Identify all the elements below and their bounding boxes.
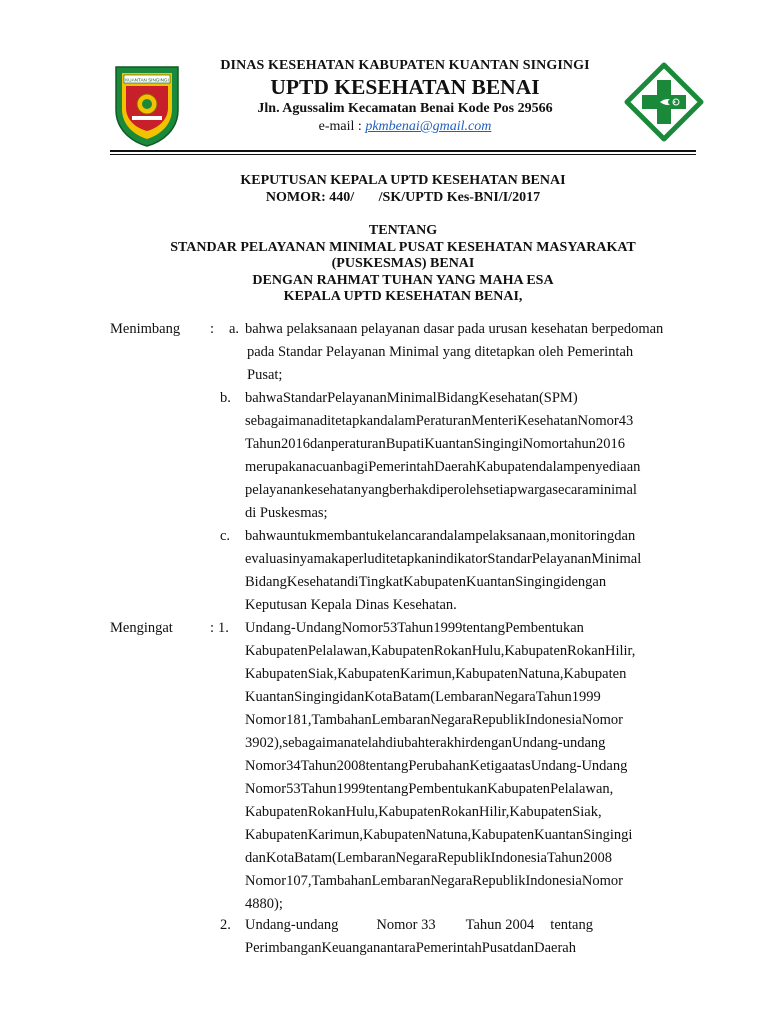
word: 2016	[595, 436, 625, 452]
decree-invocation: DENGAN RAHMAT TUHAN YANG MAHA ESA	[252, 272, 554, 288]
mengingat-colon: :	[210, 620, 215, 636]
word: Nomor	[577, 413, 619, 429]
word: di	[347, 574, 359, 590]
word: warga	[517, 482, 553, 498]
menimbang-c-line: Keputusan Kepala Dinas Kesehatan.	[245, 597, 457, 613]
decree-issuer: KEPALA UPTD KESEHATAN BENAI,	[283, 289, 523, 304]
mengingat-1-line: 4880);	[245, 896, 283, 912]
word: 2016	[281, 436, 311, 452]
menimbang-b-marker: b.	[220, 390, 231, 406]
word: Negara	[430, 712, 473, 728]
mengingat-1-marker: 1.	[218, 620, 229, 636]
mengingat-1-line	[245, 847, 695, 870]
mengingat-1-line	[245, 801, 695, 824]
word: Tahun	[397, 620, 434, 636]
word: Kabupaten	[504, 643, 568, 659]
word: Kabupaten	[245, 804, 308, 820]
word: tentangPembentukan	[462, 620, 584, 636]
mengingat-2-text	[245, 914, 695, 960]
word: Tahun	[300, 781, 337, 797]
word: Natuna,	[425, 827, 472, 843]
word: dengan	[470, 735, 512, 751]
word: Minimal	[386, 390, 437, 406]
word: penyediaan	[574, 459, 641, 475]
word: setiap	[483, 482, 518, 498]
word: dan	[513, 940, 535, 956]
word: secara	[552, 482, 589, 498]
word: Menteri	[471, 413, 518, 429]
word: Indonesia	[490, 850, 547, 866]
menimbang-label: Menimbang	[110, 321, 181, 337]
word: Bidang	[245, 574, 287, 590]
decree-about: TENTANG	[368, 223, 438, 238]
word: Rokan	[567, 643, 605, 659]
word: pelaksanaan,	[475, 528, 550, 544]
word: Kabupaten	[245, 643, 308, 659]
word: yang	[360, 482, 390, 498]
word: Keuangan	[321, 940, 381, 956]
word: minimal	[588, 482, 637, 498]
word: Pelayanan	[327, 390, 387, 406]
word: Rokan	[441, 804, 479, 820]
word: Kabupaten	[362, 827, 426, 843]
word: Nomor	[245, 758, 287, 774]
word: Lembaran	[371, 873, 431, 889]
word: Tahun	[547, 850, 584, 866]
word: kesehatan	[303, 482, 361, 498]
office-name: DINAS KESEHATAN KABUPATEN KUANTAN SINGINGI	[220, 58, 590, 73]
word: Natuna,	[518, 666, 564, 682]
word: Lembaran	[371, 712, 431, 728]
word: dalam	[380, 413, 416, 429]
word: peraturan	[330, 436, 386, 452]
word: Kuantan	[465, 574, 516, 590]
word: Nomor	[245, 781, 287, 797]
word: Negara	[430, 873, 473, 889]
word: Kota	[265, 850, 295, 866]
word: Kesehatan	[286, 574, 348, 590]
word: ditetapkan	[374, 551, 436, 567]
word: bahwa	[245, 528, 283, 544]
mengingat-2-line	[245, 937, 695, 960]
word: Perimbangan	[245, 940, 322, 956]
word: Kesehatan	[517, 413, 578, 429]
word: Nomor	[581, 873, 623, 889]
menimbang-b-line	[245, 456, 695, 479]
word: Batam	[294, 850, 332, 866]
word: Republik	[472, 712, 526, 728]
menimbang-c-text	[245, 525, 695, 617]
menimbang-b-line	[245, 387, 695, 410]
menimbang-b-line: di Puskesmas;	[245, 505, 328, 521]
word: Nomor	[522, 436, 564, 452]
word: Kabupaten	[471, 827, 535, 843]
mengingat-1-line	[245, 640, 695, 663]
word: Hulu,	[345, 804, 379, 820]
word: dengan	[564, 574, 607, 590]
decree-subject-1: STANDAR PELAYANAN MINIMAL PUSAT KESEHATAN MASYARAKAT	[170, 239, 636, 255]
menimbang-b-line	[245, 433, 695, 456]
word: 33	[421, 917, 436, 933]
word: dan	[614, 528, 636, 544]
word: antara	[380, 940, 416, 956]
word: 43	[618, 413, 634, 429]
word: Tahun	[535, 689, 572, 705]
menimbang-b-line	[245, 479, 695, 502]
word: pelayanan	[245, 482, 304, 498]
word: Tahun	[465, 917, 502, 933]
word: atas	[508, 758, 531, 774]
menimbang-c-line	[245, 571, 695, 594]
word: Singingi	[515, 574, 565, 590]
word: Nomor	[245, 712, 287, 728]
word: terakhir	[425, 735, 471, 751]
mengingat-1-line	[245, 824, 695, 847]
decree-subject-2: (PUSKESMAS) BENAI	[331, 256, 475, 271]
word: dalam	[538, 459, 575, 475]
word: merupakan	[245, 459, 310, 475]
word: Pelayanan	[531, 551, 592, 567]
word: Undang	[245, 620, 291, 636]
word: tentang	[365, 758, 409, 774]
word: Indonesia	[525, 712, 582, 728]
word: Undang	[295, 620, 342, 636]
word: 3902),	[245, 735, 283, 751]
menimbang-a-line: bahwa pelaksanaan pelayanan dasar pada urusan kesehatan berpedoman	[245, 321, 664, 337]
word: Ketiga	[469, 758, 509, 774]
word: -	[290, 620, 296, 636]
crest-label: KUANTAN SINGINGI	[125, 77, 169, 83]
word: Pusat	[481, 940, 514, 956]
word: Republik	[472, 873, 526, 889]
word: Kabupaten	[337, 666, 401, 682]
word: Kabupaten	[378, 804, 442, 820]
word: tahun	[563, 436, 596, 452]
word: dan	[310, 436, 331, 452]
word: Tahun	[300, 758, 337, 774]
word: bagi	[343, 459, 369, 475]
word: Rokan	[307, 804, 346, 820]
email-link[interactable]: pkmbenai@gmail.com	[365, 119, 492, 134]
word: kelancaran	[377, 528, 440, 544]
word: (SPM)	[538, 390, 578, 406]
word: Daerah	[534, 940, 576, 956]
mengingat-2-marker: 2.	[220, 917, 231, 933]
word: Hilir,	[605, 643, 636, 659]
menimbang-c-marker: c.	[220, 528, 231, 544]
mengingat-label: Mengingat	[110, 620, 173, 636]
menimbang-a-line: Pusat;	[247, 367, 283, 383]
office-address: Jln. Agussalim Kecamatan Benai Kode Pos 29566	[257, 101, 553, 116]
word: telah	[357, 735, 386, 751]
word: Undang-undang	[511, 735, 606, 751]
word: Tambahan	[311, 712, 372, 728]
word: Kota	[364, 689, 393, 705]
word: Kabupaten	[245, 666, 308, 682]
word: Negara	[395, 850, 438, 866]
word: Tahun	[245, 436, 282, 452]
word: Kabupaten	[487, 781, 551, 797]
word: Nomor	[341, 620, 383, 636]
word: Kesehatan	[478, 390, 539, 406]
mengingat-1-text	[245, 617, 695, 916]
word: Pembentukan	[408, 781, 488, 797]
word: tentang	[365, 781, 409, 797]
word: 53	[382, 620, 398, 636]
word: Bidang	[436, 390, 479, 406]
word: sebagaimana	[282, 735, 358, 751]
word: 181,	[286, 712, 312, 728]
word: Pelalawan,	[550, 781, 614, 797]
word: ditetapkan	[319, 413, 381, 429]
word: Hilir,	[478, 804, 510, 820]
mengingat-1-line	[245, 732, 695, 755]
word: 2004	[505, 917, 535, 933]
word: Batam	[392, 689, 431, 705]
word: Kabupaten	[476, 459, 539, 475]
word: untuk	[282, 528, 316, 544]
word: Karimun,	[400, 666, 456, 682]
word: Kabupaten	[563, 666, 627, 682]
mengingat-2-line	[245, 914, 695, 937]
word: Standar	[487, 551, 532, 567]
word: Kabupaten	[245, 827, 308, 843]
word: (Lembaran	[331, 850, 396, 866]
word: Nomor	[581, 712, 623, 728]
word: diperoleh	[428, 482, 484, 498]
word: 1999	[571, 689, 601, 705]
word: Perubahan	[408, 758, 470, 774]
word: Kabupaten	[403, 574, 466, 590]
word: 1999	[433, 620, 463, 636]
mengingat-1-line	[245, 663, 695, 686]
unit-name: UPTD KESEHATAN BENAI	[270, 75, 540, 99]
menimbang-b-text	[245, 387, 695, 525]
word: monitoring	[549, 528, 615, 544]
word: dan	[245, 850, 266, 866]
word: membantu	[315, 528, 378, 544]
menimbang-a-line: pada Standar Pelayanan Minimal yang ditetapkan oleh Pemerintah	[247, 344, 634, 360]
word: berhak	[389, 482, 429, 498]
menimbang-a-marker: a.	[229, 321, 240, 337]
word: Singingi	[473, 436, 523, 452]
word: Undang-undang	[245, 917, 339, 933]
word: Nomor	[245, 873, 287, 889]
word: Undang-Undang	[530, 758, 628, 774]
word: Kabupaten	[509, 804, 573, 820]
word: Tingkat	[358, 574, 404, 590]
word: Siak,	[572, 804, 602, 820]
menimbang-colon: :	[210, 321, 215, 337]
word: Singingi	[583, 827, 633, 843]
word: Kuantan	[424, 436, 474, 452]
word: sebagaimana	[245, 413, 320, 429]
word: bahwa	[245, 390, 283, 406]
word: Minimal	[591, 551, 642, 567]
word: dalam	[439, 528, 476, 544]
word: Peraturan	[415, 413, 472, 429]
word: diubah	[385, 735, 426, 751]
word: acuan	[309, 459, 344, 475]
menimbang-b-line	[245, 410, 695, 433]
email-label: e-mail :	[318, 119, 362, 134]
mengingat-1-line	[245, 870, 695, 893]
word: 2008	[336, 758, 366, 774]
word: Karimun,	[307, 827, 363, 843]
word: Kabupaten	[455, 666, 519, 682]
word: Singingi	[294, 689, 344, 705]
mengingat-1-line	[245, 778, 695, 801]
word: 107,	[286, 873, 312, 889]
word: Rokan	[433, 643, 472, 659]
word: Standar	[282, 390, 328, 406]
word: Pemerintah	[415, 940, 482, 956]
word: Pelalawan,	[307, 643, 372, 659]
word: Bupati	[385, 436, 425, 452]
word: Indonesia	[525, 873, 582, 889]
word: 1999	[336, 781, 366, 797]
mengingat-1-line	[245, 617, 695, 640]
decree-number: NOMOR: 440/ /SK/UPTD Kes-BNI/I/2017	[265, 189, 541, 205]
word: Negara	[493, 689, 536, 705]
menimbang-c-line	[245, 548, 695, 571]
decree-heading: KEPUTUSAN KEPALA UPTD KESEHATAN BENAI	[240, 173, 566, 188]
word: tentang	[550, 917, 593, 933]
word: 34	[286, 758, 301, 774]
word: Republik	[437, 850, 491, 866]
mengingat-1-line	[245, 686, 695, 709]
mengingat-1-line	[245, 709, 695, 732]
menimbang-c-line	[245, 525, 695, 548]
word: maka	[313, 551, 345, 567]
word: Nomor	[376, 917, 418, 933]
word: perlu	[344, 551, 375, 567]
word: indikator	[435, 551, 488, 567]
word: Pemerintah	[368, 459, 435, 475]
word: Kuantan	[245, 689, 295, 705]
word: Hulu,	[471, 643, 505, 659]
word: Tambahan	[311, 873, 372, 889]
word: Kabupaten	[371, 643, 434, 659]
word: Daerah	[434, 459, 477, 475]
mengingat-1-line	[245, 755, 695, 778]
word: dan	[343, 689, 365, 705]
word: Kuantan	[534, 827, 584, 843]
word: evaluasinya	[245, 551, 314, 567]
word: (Lembaran	[430, 689, 494, 705]
word: Siak,	[307, 666, 338, 682]
word: 2008	[583, 850, 613, 866]
word: 53	[286, 781, 301, 797]
